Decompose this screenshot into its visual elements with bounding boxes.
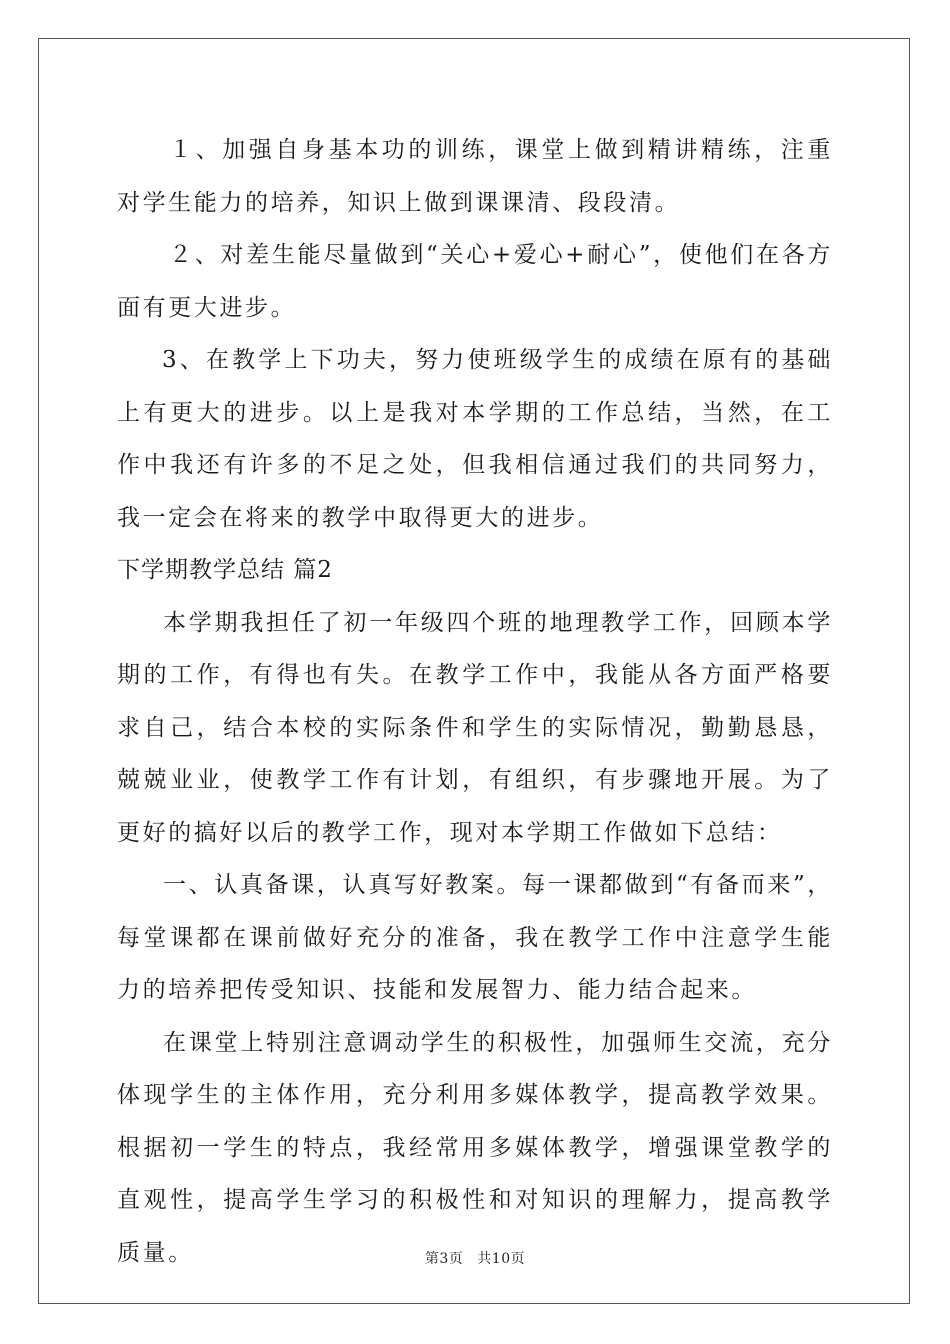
section-heading: 下学期教学总结 篇2 bbox=[117, 557, 333, 583]
paragraph-item-2: ２、对差生能尽量做到“关心+爱心+耐心”，使他们在各方面有更大进步。 bbox=[117, 242, 833, 321]
paragraph-intro: 本学期我担任了初一年级四个班的地理教学工作，回顾本学期的工作，有得也有失。在教学工作中，我能从各方面严格要求自己，结合本校的实际条件和学生的实际情况，勤勤恳恳，兢兢业业，使教学工作有计划，有组织，有步骤地开展。为了更好的搞好以后的教学工作，现对本学期工作做如下总结： bbox=[117, 609, 833, 846]
page-total: 共10页 bbox=[477, 1251, 526, 1267]
paragraph-item-1: １、加强自身基本功的训练，课堂上做到精讲精练，注重对学生能力的培养，知识上做到课课清、段段清。 bbox=[117, 137, 833, 216]
page-footer bbox=[0, 1248, 950, 1268]
paragraph-preparation: 一、认真备课，认真写好教案。每一课都做到“有备而来”，每堂课都在课前做好充分的准备，我在教学工作中注意学生能力的培养把传受知识、技能和发展智力、能力结合起来。 bbox=[117, 872, 833, 1003]
paragraph-classroom: 在课堂上特别注意调动学生的积极性，加强师生交流，充分体现学生的主体作用，充分利用多媒体教学，提高教学效果。根据初一学生的特点，我经常用多媒体教学，增强课堂教学的直观性，提高学生学习的积极性和对知识的理解力，提高教学质量。 bbox=[117, 1029, 833, 1266]
document-body bbox=[117, 124, 833, 1279]
paragraph-item-3: 3、在教学上下功夫，努力使班级学生的成绩在原有的基础上有更大的进步。以上是我对本学期的工作总结，当然，在工作中我还有许多的不足之处，但我相信通过我们的共同努力，我一定会在将来的教学中取得更大的进步。 bbox=[117, 347, 833, 531]
page-number: 第3页 bbox=[424, 1251, 464, 1267]
